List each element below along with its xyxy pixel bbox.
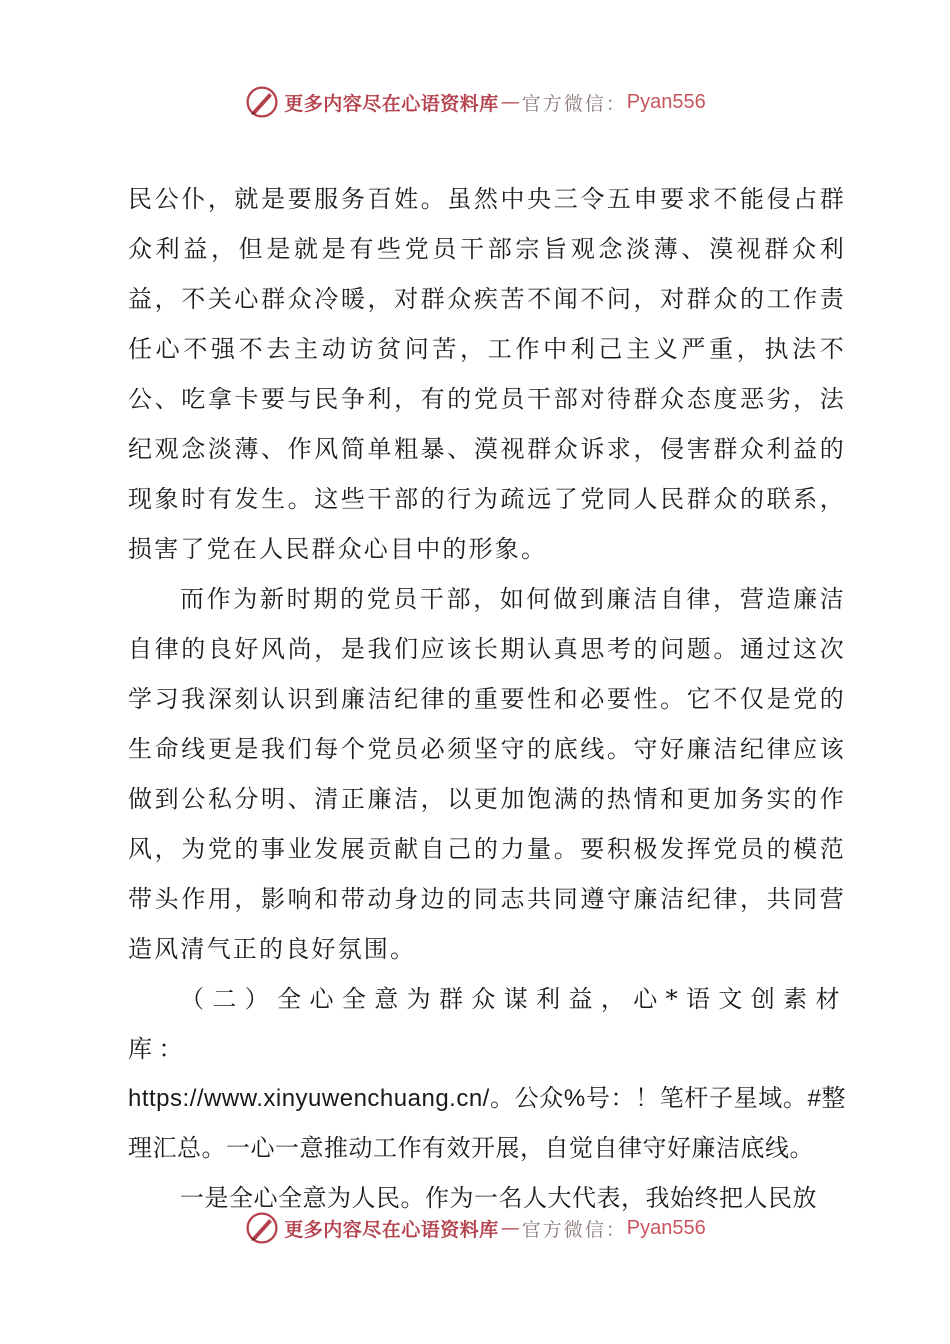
footer-banner (0, 1208, 950, 1248)
paragraph-2: 而作为新时期的党员干部，如何做到廉洁自律，营造廉洁自律的良好风尚，是我们应该长期认真思考的问题。通过这次学习我深刻认识到廉洁纪律的重要性和必要性。它不仅是党的生命线更是我们每个党员必须坚守的底线。守好廉洁纪律应该做到公私分明、清正廉洁，以更加饱满的热情和更加务实的作风，为党的事业发展贡献自己的力量。要积极发挥党员的模范带头作用，影响和带动身边的同志共同遵守廉洁纪律，共同营造风清气正的良好氛围。 (128, 585, 846, 963)
pen-logo-icon (244, 1210, 280, 1246)
banner-wechat-label: 官方微信： (521, 92, 627, 115)
banner-separator: — (500, 1217, 520, 1239)
paragraph-4: 一是全心全意为人民。作为一名人大代表，我始终把人民放 (180, 1185, 817, 1212)
banner-title: 更多内容尽在心语资料库 (284, 92, 499, 115)
banner-title: 更多内容尽在心语资料库 (284, 1218, 499, 1241)
banner-wechat-id: Pyan556 (626, 90, 706, 113)
header-banner (0, 82, 950, 122)
document-body (128, 174, 846, 1224)
banner-separator: — (500, 91, 520, 113)
section-heading-2: （二）全心全意为群众谋利益，心*语文创素材库： (128, 985, 846, 1063)
pen-logo-icon (244, 84, 280, 120)
paragraph-3: https://www.xinyuwenchuang.cn/。公众%号：！笔杆子星域。#整理汇总。一心一意推动工作有效开展，自觉自律守好廉洁底线。 (128, 1085, 846, 1162)
banner-wechat-id: Pyan556 (626, 1216, 706, 1239)
banner-wechat-label: 官方微信： (521, 1218, 627, 1241)
paragraph-1: 民公仆，就是要服务百姓。虽然中央三令五申要求不能侵占群众利益，但是就是有些党员干部宗旨观念淡薄、漠视群众利益，不关心群众冷暖，对群众疾苦不闻不问，对群众的工作责任心不强不去主动访贫问苦，工作中利己主义严重，执法不公、吃拿卡要与民争利，有的党员干部对待群众态度恶劣，法纪观念淡薄、作风简单粗暴、漠视群众诉求，侵害群众利益的现象时有发生。这些干部的行为疏远了党同人民群众的联系，损害了党在人民群众心目中的形象。 (128, 185, 846, 563)
